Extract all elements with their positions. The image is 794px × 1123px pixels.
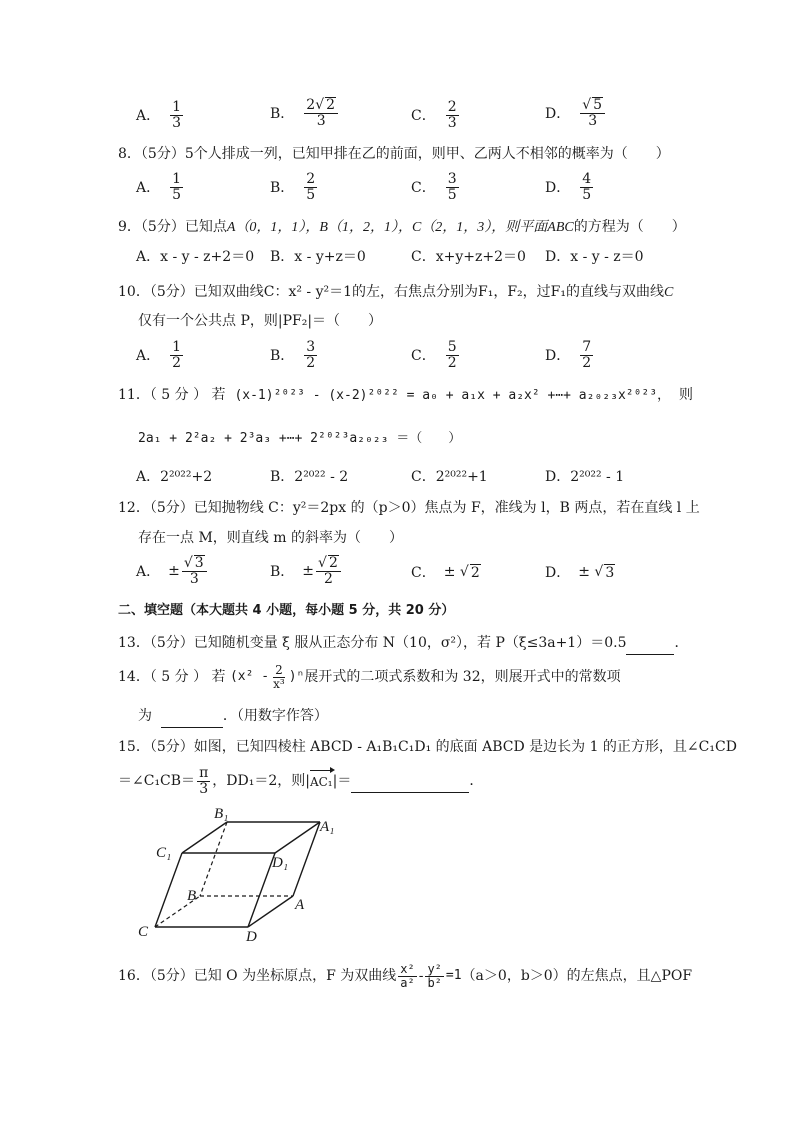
fraction: $\frac{2√ 2}{3}$ [304, 97, 338, 128]
q12-option-b: B． ± $\frac{√ 2}{2}$ [270, 555, 343, 586]
q14-stem-line2: 为 ．（用数字作答） [138, 705, 328, 728]
label-c: C [138, 924, 149, 940]
option-label: C． [411, 108, 436, 125]
q8-option-d: D． $\frac{4}{5}$ [545, 171, 592, 203]
prism-figure [130, 805, 350, 945]
label-d: D [246, 929, 257, 945]
option-label: D． [545, 105, 571, 122]
fraction: $\frac{3}{2}$ [306, 339, 316, 371]
q8-stem: 8．（5分）5个人排成一列，已知甲排在乙的前面，则甲、乙两人不相邻的概率为（ ） [118, 146, 670, 162]
q9-option-a: A．x - y - z+2＝0 [136, 249, 255, 265]
q8-option-b: B． $\frac{2}{5}$ [270, 171, 316, 203]
q11-option-a: A．2²⁰²²+2 [136, 469, 213, 485]
q12-option-c: C． ± √ 2 [411, 564, 480, 581]
q12-stem-line2: 存在一点 M，则直线 m 的斜率为（ ） [138, 530, 403, 546]
q15-stem-line1: 15．（5分）如图，已知四棱柱 ABCD - A₁B₁C₁D₁ 的底面 ABCD 是边长为 1 的正方形，且∠C₁CD [118, 739, 737, 755]
q15-stem-line2: ＝∠C₁CB＝ $\frac{\pi}{3}$ ，DD₁＝2，则| AC₁ |＝ ． [118, 765, 484, 797]
q13-stem: 13．（5分）已知随机变量 ξ 服从正态分布 N（10，σ²），若 P（ξ≤3a+1）＝0.5 ． [118, 632, 688, 655]
q12-option-a: A． ± $\frac{√ 3}{3}$ [136, 555, 209, 586]
q8-option-a: A． $\frac{1}{5}$ [136, 171, 182, 203]
q11-option-c: C．2²⁰²²+1 [411, 469, 488, 485]
label-d1: D₁ [272, 855, 289, 871]
vector-ac1: AC₁ [310, 770, 333, 793]
fraction: $\frac{2}{3}$ [447, 99, 457, 131]
q11-option-d: D．2²⁰²² - 1 [545, 469, 625, 485]
q14-stem-line1: 14．（ 5 分 ） 若 (x² - $\frac{2}{\text{x³}}$ )ⁿ 展开式的二项式系数和为 32，则展开式中的常数项 [118, 663, 621, 691]
q11-stem-line2: 2a₁ + 2²a₂ + 2³a₃ +⋯+ 2²⁰²³a₂₀₂₃ ＝（ ） [138, 431, 462, 446]
answer-blank [161, 705, 223, 728]
q11-option-b: B．2²⁰²² - 2 [270, 469, 349, 485]
option-label: A． [136, 108, 161, 125]
fraction: $\frac{7}{2}$ [582, 339, 592, 371]
fraction: $\frac{2}{\text{x³}}$ [273, 663, 285, 691]
fraction: $\frac{4}{5}$ [582, 171, 592, 203]
q7-option-a [136, 100, 185, 130]
answer-blank [626, 632, 674, 655]
q7-option-d [545, 97, 607, 128]
fraction: $\frac{√ 2}{2}$ [316, 555, 341, 586]
q12-option-d: D． ± √ 3 [545, 564, 615, 581]
label-b1: B₁ [214, 806, 229, 822]
q8-option-c: C． $\frac{3}{5}$ [411, 171, 457, 203]
q7-option-b [270, 97, 340, 128]
fraction: $\frac{\text{y²}}{\text{b²}}$ [427, 961, 442, 990]
q10-option-b: B． $\frac{3}{2}$ [270, 339, 316, 371]
fraction: $\frac{5}{2}$ [447, 339, 457, 371]
section-heading: 二、填空题（本大题共 4 小题，每小题 5 分，共 20 分） [118, 603, 455, 618]
fraction: $\frac{\text{x²}}{\text{a²}}$ [400, 961, 415, 990]
q12-stem-line1: 12．（5分）已知抛物线 C：y²＝2px 的（p＞0）焦点为 F，准线为 l，B 两点，若在直线 l 上 [118, 500, 700, 516]
option-label: B． [270, 105, 295, 122]
fraction: $\frac{1}{3}$ [172, 99, 182, 131]
q9-option-c: C．x+y+z+2＝0 [411, 249, 526, 265]
q10-option-a: A． $\frac{1}{2}$ [136, 339, 182, 371]
q10-option-d: D． $\frac{7}{2}$ [545, 339, 592, 371]
q9-option-d: D．x - y - z＝0 [545, 249, 644, 265]
q11-stem-line1: 11．（ 5 分 ） 若 (x-1)²⁰²³ - (x-2)²⁰²² = a₀ + a₁x + a₂x² +⋯+ a₂₀₂₃x²⁰²³， 则 [118, 387, 693, 403]
label-b: B [187, 888, 197, 904]
label-a: A [295, 897, 305, 913]
fraction: $\frac{1}{2}$ [172, 339, 182, 371]
fraction: $\frac{√ 5}{3}$ [580, 97, 605, 128]
q10-stem-line1: 10．（5分）已知双曲线C：x² - y²＝1的左，右焦点分别为F₁，F₂，过F₁的直线与双曲线C [118, 284, 674, 300]
answer-blank [351, 770, 469, 793]
fraction: $\frac{2}{5}$ [306, 171, 316, 203]
q10-option-c: C． $\frac{5}{2}$ [411, 339, 457, 371]
q9-option-b: B．x - y+z＝0 [270, 249, 366, 265]
fraction: $\frac{√ 3}{3}$ [182, 555, 207, 586]
q16-stem: 16．（5分）已知 O 为坐标原点，F 为双曲线 $\frac{\text{x²}}{\text{a²}}$ - $\frac{\text{y²}}{\text{b²}}$ =1 （a＞0，b＞0）的左焦点，且△POF [118, 961, 693, 990]
q10-stem-line2: 仅有一个公共点 P，则|PF₂|＝（ ） [138, 313, 383, 329]
q7-option-c [411, 100, 461, 130]
q9-stem: 9．（5分）已知点A（0，1，1），B（1，2，1），C（2，1，3），则平面ABC的方程为（ ） [118, 219, 686, 235]
label-c1: C₁ [156, 845, 172, 861]
fraction: $\frac{1}{5}$ [172, 171, 182, 203]
label-a1: A₁ [320, 819, 335, 835]
fraction: $\frac{\pi}{3}$ [199, 765, 209, 797]
fraction: $\frac{3}{5}$ [447, 171, 457, 203]
